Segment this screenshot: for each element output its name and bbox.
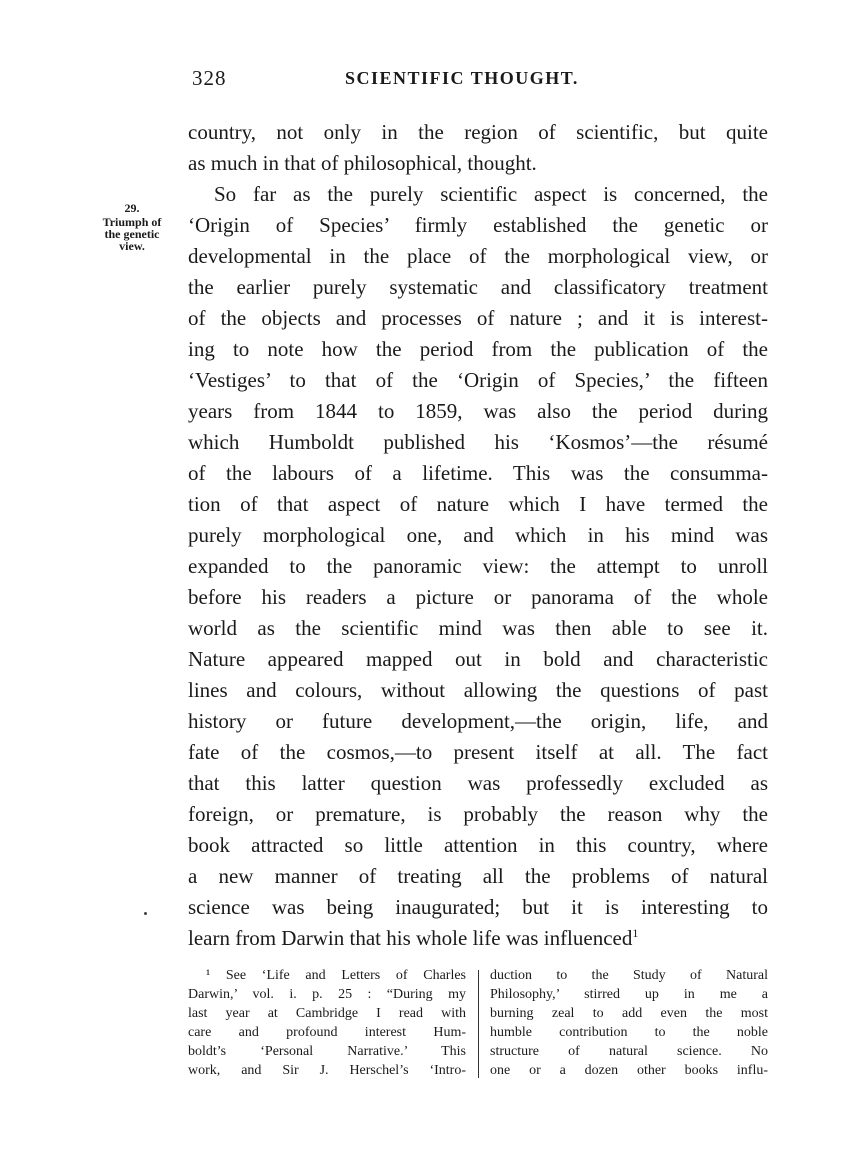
footnote-line: one or a dozen other books influ- (490, 1063, 768, 1078)
body-text (188, 117, 768, 954)
footnote-line: humble contribution to the noble (490, 1025, 768, 1040)
body-line: lines and colours, without allowing the questions of past (188, 678, 768, 702)
footnote-line: Darwin,’ vol. i. p. 25 : “During my (188, 987, 466, 1002)
body-line-last (188, 923, 768, 954)
body-line: before his readers a picture or panorama of the whole (188, 585, 768, 609)
body-line: ‘Origin of Species’ firmly established the genetic or (188, 213, 768, 237)
margin-note-line: the genetic (104, 227, 160, 241)
footnote-line: ¹ See ‘Life and Letters of Charles (206, 968, 466, 983)
body-line: foreign, or premature, is probably the reason why the (188, 802, 768, 826)
body-line: years from 1844 to 1859, was also the period during (188, 399, 768, 423)
page-number: 328 (192, 66, 227, 90)
footnote-line: boldt’s ‘Personal Narrative.’ This (188, 1044, 466, 1059)
body-line: history or future development,—the origin, life, and (188, 709, 768, 733)
footnote-marker: 1 (632, 926, 639, 940)
margin-note-line: view. (119, 239, 145, 253)
footnote-line: structure of natural science. No (490, 1044, 768, 1059)
footnote-line: burning zeal to add even the most (490, 1006, 768, 1021)
body-line: world as the scientific mind was then able to see it. (188, 616, 768, 640)
body-line: country, not only in the region of scientific, but quite (188, 120, 768, 144)
footnote-divider (478, 970, 479, 1078)
footnote-line: work, and Sir J. Herschel’s ‘Intro- (188, 1063, 466, 1078)
running-head: SCIENTIFIC THOUGHT. (345, 68, 579, 88)
body-line: of the objects and processes of nature ; and it is interest- (188, 306, 768, 330)
body-line: expanded to the panoramic view: the attempt to unroll (188, 554, 768, 578)
body-line: purely morphological one, and which in his mind was (188, 523, 768, 547)
margin-note-number: 29. (124, 201, 140, 215)
stray-mark (144, 912, 147, 915)
body-line: So far as the purely scientific aspect is concerned, the (214, 182, 768, 206)
body-line: science was being inaugurated; but it is interesting to (188, 895, 768, 919)
body-line: ‘Vestiges’ to that of the ‘Origin of Species,’ the fifteen (188, 368, 768, 392)
body-line: tion of that aspect of nature which I have termed the (188, 492, 768, 516)
body-line: as much in that of philosophical, thought. (188, 151, 537, 175)
body-line: learn from Darwin that his whole life was influenced (188, 926, 633, 950)
margin-note (88, 202, 176, 252)
body-line: a new manner of treating all the problems of natural (188, 864, 768, 888)
body-line: Nature appeared mapped out in bold and characteristic (188, 647, 768, 671)
body-line: book attracted so little attention in this country, where (188, 833, 768, 857)
footnote-line: care and profound interest Hum- (188, 1025, 466, 1040)
body-line: developmental in the place of the morphological view, or (188, 244, 768, 268)
body-line: that this latter question was professedly excluded as (188, 771, 768, 795)
footnote-line: last year at Cambridge I read with (188, 1006, 466, 1021)
body-line: ing to note how the period from the publication of the (188, 337, 768, 361)
body-line: fate of the cosmos,—to present itself at all. The fact (188, 740, 768, 764)
body-line: the earlier purely systematic and classificatory treatment (188, 275, 768, 299)
footnote-line: duction to the Study of Natural (490, 968, 768, 983)
footnote-column-left (188, 966, 466, 1080)
margin-note-line: Triumph of (102, 215, 162, 229)
footnote-line: Philosophy,’ stirred up in me a (490, 987, 768, 1002)
footnote-column-right (490, 966, 768, 1080)
body-line: which Humboldt published his ‘Kosmos’—the résumé (188, 430, 768, 454)
body-line: of the labours of a lifetime. This was the consumma- (188, 461, 768, 485)
